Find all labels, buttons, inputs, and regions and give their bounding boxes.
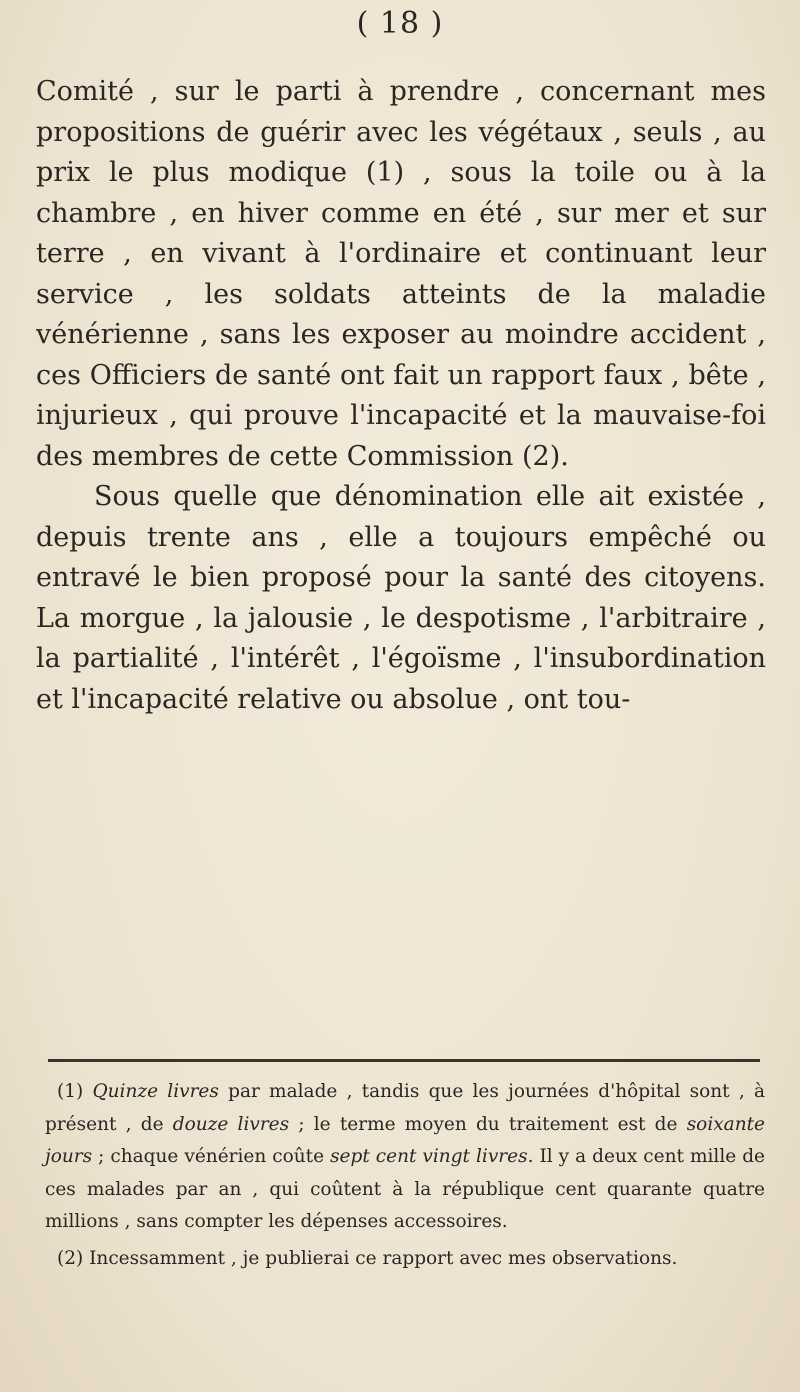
- paragraph-2: Sous quelle que dénomination elle ait existée , depuis trente ans , elle a toujours empêché ou entravé le bien proposé pour la santé des citoyens. La morgue , la jalousie , le despotisme , l'arbitraire , la partialité , l'intérêt , l'égoïsme , l'insubordination et l'incapacité relative ou absolue , ont tou-: [36, 481, 766, 715]
- footnote-1-text-a: par malade , tandis que les journées d'hôpital sont , à présent , de: [45, 1081, 765, 1135]
- footnote-1-quinze: Quinze livres: [92, 1081, 219, 1102]
- footnote-1-marker: (1): [57, 1081, 84, 1102]
- page-number: ( 18 ): [356, 6, 444, 41]
- footnote-1-sept: sept cent vingt livres: [330, 1146, 528, 1167]
- footnote-2-marker: (2): [57, 1247, 84, 1269]
- footnote-1-text-b: ; le terme moyen du traitement est de: [289, 1113, 687, 1135]
- footnote-1-douze: douze livres: [172, 1113, 290, 1135]
- footnote-1-text-d: . Il y a deux cent mille de ces malades par an , qui coûtent à la république cent quarante quatre millions , sans compter les dépenses accessoires.: [45, 1146, 765, 1232]
- footnote-divider: [48, 1059, 760, 1062]
- footnote-2-text: Incessamment , je publierai ce rapport avec mes observations.: [83, 1247, 678, 1269]
- footnote-1: [45, 1076, 765, 1239]
- footnote-2: [45, 1243, 765, 1276]
- main-text: [36, 72, 766, 720]
- footnote-1-soixante: soixante jours: [45, 1113, 765, 1167]
- footnote-1-text-c: ; chaque vénérien coûte: [92, 1146, 331, 1167]
- footnotes: [45, 1076, 765, 1275]
- paragraph-1: Comité , sur le parti à prendre , concernant mes propositions de guérir avec les végétaux , seuls , au prix le plus modique (1) , sous la toile ou à la chambre , en hiver comme en été , sur mer et sur terre , en vivant à l'ordinaire et continuant leur service , les soldats atteints de la maladie vénérienne , sans les exposer au moindre accident , ces Officiers de santé ont fait un rapport faux , bête , injurieux , qui prouve l'incapacité et la mauvaise-foi des membres de cette Commission (2).: [36, 76, 766, 472]
